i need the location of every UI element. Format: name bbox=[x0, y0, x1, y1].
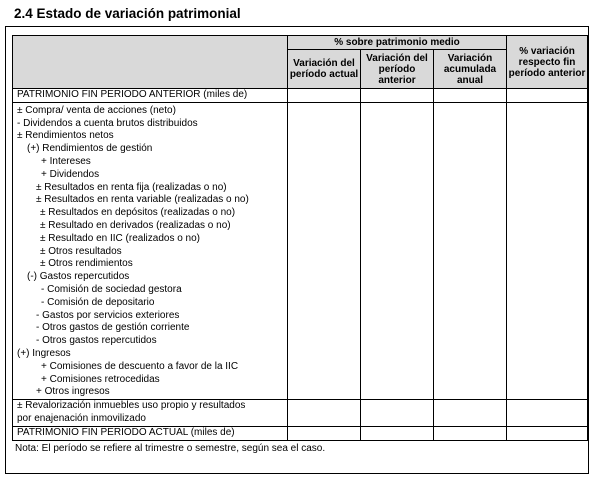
movimientos-list bbox=[13, 102, 288, 399]
list-item: ± Resultados en renta variable (realizadas o no) bbox=[36, 194, 249, 206]
revalorizacion-line-2: por enajenación inmovilizado bbox=[17, 412, 146, 424]
list-item: ± Resultados en depósitos (realizadas o no) bbox=[40, 207, 236, 219]
footnote: Nota: El período se refiere al trimestre o semestre, según sea el caso. bbox=[15, 443, 326, 454]
list-item: + Dividendos bbox=[41, 168, 100, 180]
list-item: ± Otros resultados bbox=[40, 245, 122, 257]
value-cell bbox=[361, 400, 434, 427]
variation-table bbox=[12, 35, 588, 441]
value-cell bbox=[288, 102, 361, 399]
header-acumulada-anual: Variación acumulada anual bbox=[434, 50, 507, 89]
label-patrimonio-inicio: PATRIMONIO FIN PERIODO ANTERIOR (miles de) bbox=[13, 89, 288, 103]
row-patrimonio-fin bbox=[13, 426, 588, 440]
value-cell bbox=[361, 102, 434, 399]
section-title: 2.4 Estado de variación patrimonial bbox=[14, 6, 241, 21]
header-blank-cell bbox=[13, 36, 288, 89]
list-item: - Otros gastos de gestión corriente bbox=[36, 322, 190, 334]
value-cell bbox=[507, 89, 588, 103]
value-cell bbox=[507, 102, 588, 399]
list-item: ± Compra/ venta de acciones (neto) bbox=[17, 104, 176, 116]
list-item: ± Otros rendimientos bbox=[40, 258, 133, 270]
list-item: - Otros gastos repercutidos bbox=[36, 335, 157, 347]
row-movimientos bbox=[13, 102, 588, 399]
list-item: ± Resultado en IIC (realizados o no) bbox=[40, 232, 201, 244]
list-item: - Dividendos a cuenta brutos distribuidos bbox=[17, 117, 198, 129]
value-cell bbox=[361, 89, 434, 103]
list-item: (-) Gastos repercutidos bbox=[27, 271, 130, 283]
value-cell bbox=[434, 426, 507, 440]
list-item: - Comisión de sociedad gestora bbox=[41, 283, 182, 295]
list-item: + Comisiones retrocedidas bbox=[41, 373, 160, 385]
list-item: - Gastos por servicios exteriores bbox=[36, 309, 180, 321]
list-item: ± Resultados en renta fija (realizadas o no) bbox=[36, 181, 227, 193]
value-cell bbox=[288, 400, 361, 427]
value-cell bbox=[361, 426, 434, 440]
row-patrimonio-inicio bbox=[13, 89, 588, 103]
value-cell bbox=[507, 426, 588, 440]
list-item: ± Rendimientos netos bbox=[17, 130, 114, 142]
list-item: ± Resultado en derivados (realizadas o no) bbox=[40, 219, 231, 231]
list-item: + Intereses bbox=[41, 155, 91, 167]
label-revalorizacion bbox=[13, 400, 288, 427]
value-cell bbox=[507, 400, 588, 427]
value-cell bbox=[434, 102, 507, 399]
value-cell bbox=[288, 426, 361, 440]
header-periodo-actual: Variación del período actual bbox=[288, 50, 361, 89]
list-item: (+) Rendimientos de gestión bbox=[27, 143, 153, 155]
value-cell bbox=[288, 89, 361, 103]
list-item: (+) Ingresos bbox=[17, 347, 71, 359]
header-variacion-fin-periodo: % variación respecto fin período anterior bbox=[507, 36, 588, 89]
list-item: - Comisión de depositario bbox=[41, 296, 155, 308]
header-row-1 bbox=[13, 36, 588, 50]
header-periodo-anterior: Variación del período anterior bbox=[361, 50, 434, 89]
value-cell bbox=[434, 400, 507, 427]
revalorizacion-line-1: ± Revalorización inmuebles uso propio y resultados bbox=[17, 400, 246, 412]
value-cell bbox=[434, 89, 507, 103]
row-revalorizacion bbox=[13, 400, 588, 427]
label-patrimonio-fin: PATRIMONIO FIN PERIODO ACTUAL (miles de) bbox=[13, 426, 288, 440]
list-item: + Otros ingresos bbox=[36, 386, 110, 398]
list-item: + Comisiones de descuento a favor de la IIC bbox=[41, 360, 239, 372]
header-group-patrimonio-medio: % sobre patrimonio medio bbox=[288, 36, 507, 50]
